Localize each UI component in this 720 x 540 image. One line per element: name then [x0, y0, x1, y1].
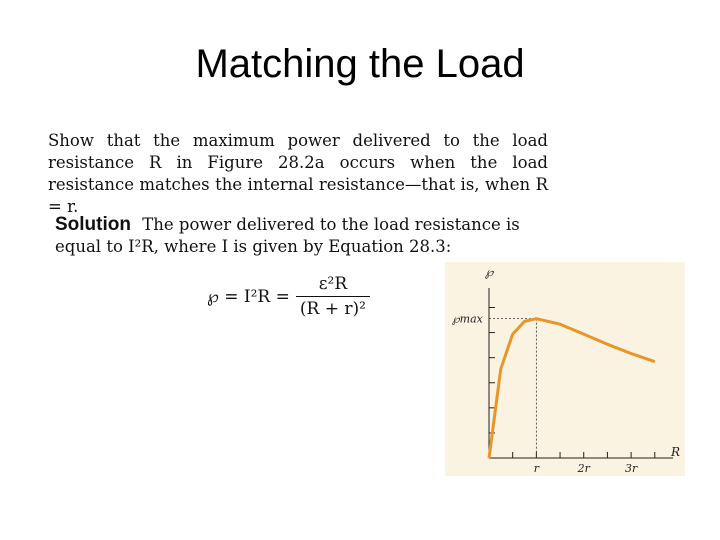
equation-denominator: (R + r)² — [296, 296, 370, 319]
x-tick-label: 2r — [577, 462, 590, 475]
equation-fraction — [296, 274, 370, 319]
equation-numerator: ε²R — [318, 274, 348, 294]
x-axis-label: R — [671, 445, 681, 459]
power-equation — [207, 274, 370, 319]
solution-label: Solution — [55, 214, 131, 235]
equation-lhs: ℘ = I²R = — [207, 286, 290, 307]
x-tick-label: r — [533, 462, 540, 475]
problem-statement: Show that the maximum power delivered to the load resistance R in Figure 28.2a occurs when the load resistance matches the internal resistance—that is, when R = r. — [48, 131, 548, 216]
solution-paragraph — [55, 214, 535, 258]
x-tick-label: 3r — [624, 462, 638, 475]
slide-title: Matching the Load — [195, 42, 525, 86]
chart-svg — [445, 262, 685, 476]
solution-text: The power delivered to the load resistance is equal to I²R, where I is given by Equation 28.3: — [55, 215, 520, 256]
power-vs-resistance-graph — [445, 262, 685, 476]
ymax-label: ℘max — [452, 312, 483, 326]
y-axis-label: ℘ — [485, 265, 494, 279]
power-curve — [489, 319, 655, 458]
